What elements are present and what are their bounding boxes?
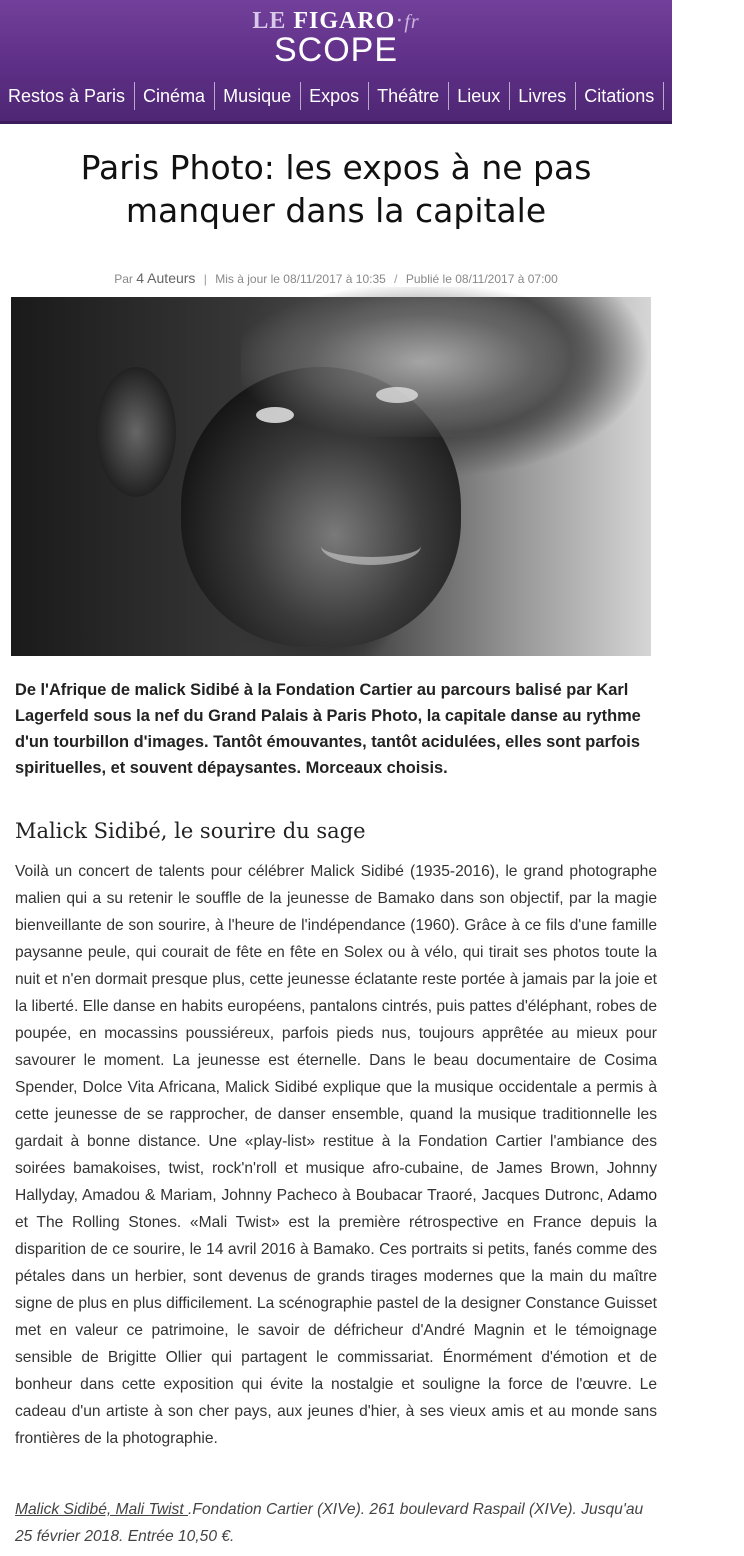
logo-dot: ·: [395, 8, 405, 34]
photo-ear-shape: [96, 367, 176, 497]
article-body: [15, 858, 657, 1452]
nav-item-cinema[interactable]: Cinéma: [134, 82, 214, 110]
exhibition-link[interactable]: Malick Sidibé, Mali Twist: [15, 1501, 189, 1518]
photo-hair-shape: [241, 287, 601, 437]
article-meta: [0, 270, 672, 286]
logo-le: LE: [252, 8, 287, 34]
authors-link[interactable]: 4 Auteurs: [136, 270, 196, 286]
updated-date: Mis à jour le 08/11/2017 à 10:35: [215, 272, 386, 286]
nav-item-restos[interactable]: Restos à Paris: [8, 86, 126, 106]
site-logo[interactable]: [0, 8, 672, 67]
published-date: Publié le 08/11/2017 à 07:00: [405, 272, 558, 286]
photo-eye-shape: [256, 407, 294, 423]
nav-item-expos[interactable]: Expos: [300, 82, 368, 110]
site-header: [0, 0, 736, 124]
nav-item-livres[interactable]: Livres: [509, 82, 575, 110]
nav-item-theatre[interactable]: Théâtre: [368, 82, 448, 110]
hero-photo: [11, 297, 651, 656]
article-lead: De l'Afrique de malick Sidibé à la Fondation Cartier au parcours balisé par Karl Lagerfeld sous la nef du Grand Palais à Paris Photo, la capitale danse au rythme d'un tourbillon d'images. Tantôt émouvantes, tantôt acidulées, elles sont parfois spirituelles, et souvent dépaysantes. Morceaux choisis.: [15, 681, 641, 777]
main-nav: [0, 82, 744, 110]
meta-separator: /: [394, 272, 398, 286]
nav-item-citations[interactable]: Citations: [575, 82, 663, 110]
logo-scope: SCOPE: [273, 31, 399, 69]
photo-eye-shape: [376, 387, 418, 403]
body-text-part2: et The Rolling Stones. «Mali Twist» est la première rétrospective en France depuis la disparition de ce sourire, le 14 avril 2016 à Bamako. Ces portraits si petits, fanés comme des pétales dans un herbier, sont devenus de grands tirages modernes que la main du maître signe de plus en plus difficilement. La scénographie pastel de la designer Constance Guisset met en valeur ce patrimoine, le savoir de défricheur d'André Magnin et le témoignage sensible de Brigitte Ollier qui partagent le commissariat. Énormément d'émotion et de bonheur dans cette exposition qui évite la nostalgie et souligne la force de l'œuvre. Le cadeau d'un artiste à son cher pays, aux jeunes d'hier, à ses vieux amis et au monde sans frontières de la photographie.: [15, 1214, 657, 1447]
nav-item-celebre[interactable]: Célèbre: [663, 82, 744, 110]
body-text-part1: Voilà un concert de talents pour célébrer Malick Sidibé (1935-2016), le grand photographe malien qui a su retenir le souffle de la jeunesse de Bamako dans son objectif, par la magie bienveillante de son sourire, à l'heure de l'indépendance (1960). Grâce à ce fils d'une famille paysanne peule, qui courait de fête en fête en Solex ou à vélo, qui tirait ses photos toute la nuit et n'en dormait presque plus, cette jeunesse éclatante reste portée à jamais par la joie et la liberté. Elle danse en habits européens, pantalons cintrés, puis pattes d'éléphant, robes de poupée, en mocassins poussiéreux, parfois pieds nus, toujours apprêtée au mieux pour savourer le moment. La jeunesse est éternelle. Dans le beau documentaire de Cosima Spender, Dolce Vita Africana, Malick Sidibé explique que la musique occidentale a permis à cette jeunesse de se rapprocher, de danser ensemble, quand la musique traditionnelle les gardait à bonne distance. Une «play-list» restitue à la Fondation Cartier l'ambiance des soirées bamakoises, twist, rock'n'roll et musique afro-cubaine, de James Brown, Johnny Hallyday, Amadou & Mariam, Johnny Pacheco à Boubacar Traoré, Jacques Dutronc,: [15, 863, 657, 1204]
nav-item-lieux[interactable]: Lieux: [448, 82, 509, 110]
meta-by: Par: [114, 272, 133, 286]
exhibition-details: .Fondation Cartier (XIVe). 261 boulevard Raspail (XIVe). Jusqu'au 25 février 2018. Entrée 10,50 €.: [15, 1501, 644, 1545]
nav-item-musique[interactable]: Musique: [214, 82, 300, 110]
section-title: Malick Sidibé, le sourire du sage: [15, 819, 366, 843]
logo-fr: fr: [404, 11, 420, 33]
adamo-link[interactable]: Adamo: [607, 1187, 657, 1204]
photo-mouth-shape: [321, 527, 421, 565]
article-title: Paris Photo: les expos à ne pas manquer dans la capitale: [80, 148, 592, 230]
logo-figaro: FIGARO: [293, 8, 396, 34]
exhibition-info: [15, 1496, 657, 1550]
meta-separator: |: [203, 272, 207, 286]
